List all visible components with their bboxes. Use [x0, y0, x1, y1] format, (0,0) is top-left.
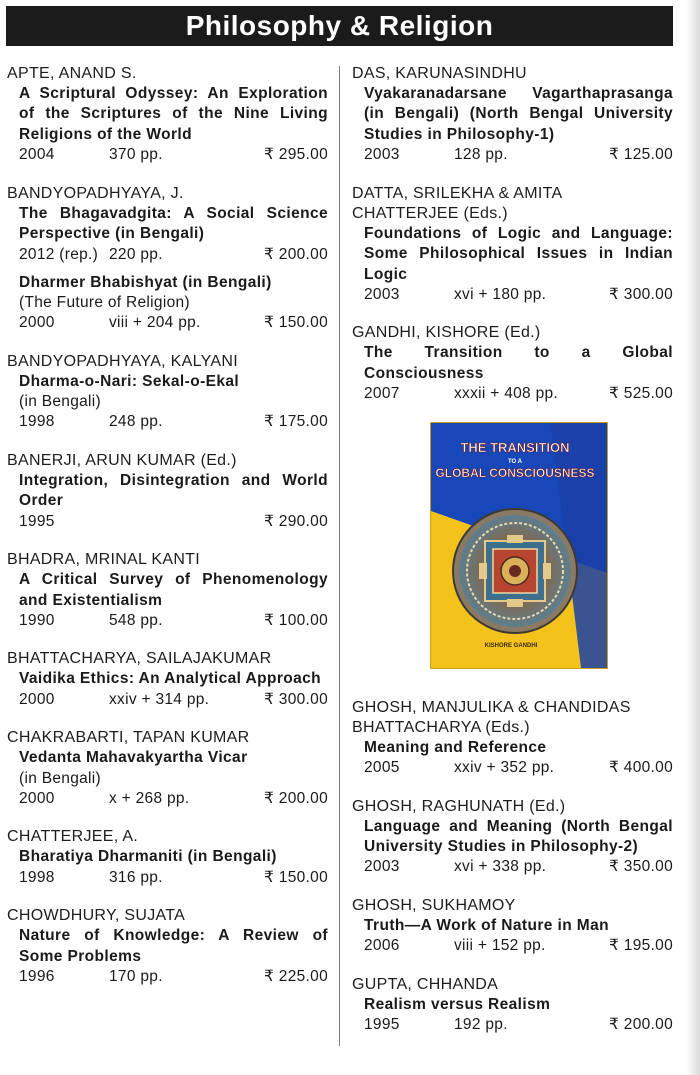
book-price: ₹ 300.00: [609, 285, 673, 303]
book-title: Dharma-o-Nari: Sekal-o-Ekal: [19, 372, 240, 390]
page-count: 192 pp.: [454, 1016, 508, 1034]
book-cover-container: [352, 423, 673, 668]
book-listing: [7, 748, 328, 809]
book-subtitle: (The Future of Religion): [19, 294, 190, 312]
publication-year: 2003: [364, 285, 400, 303]
page-count: xxxii + 408 pp.: [454, 385, 559, 403]
page-count: viii + 152 pp.: [454, 937, 546, 955]
catalog-entry: [7, 649, 328, 710]
catalog-entry: [352, 323, 673, 404]
author-name: GHOSH, MANJULIKA & CHANDIDAS BHATTACHARYA (Eds.): [352, 698, 631, 736]
author-name: BANERJI, ARUN KUMAR (Ed.): [7, 451, 237, 469]
book-meta: [364, 857, 673, 878]
book-listing: [7, 84, 328, 166]
book-price: ₹ 295.00: [264, 146, 328, 164]
book-meta: [364, 936, 673, 957]
publication-year: 1995: [19, 512, 55, 530]
page-count: xvi + 338 pp.: [454, 858, 547, 876]
book-listing: [352, 738, 673, 779]
left-column: [7, 64, 328, 1006]
catalog-entry: [352, 896, 673, 957]
book-meta: [19, 245, 328, 266]
book-price: ₹ 225.00: [264, 968, 328, 985]
publication-year: 2004: [19, 146, 55, 164]
catalog-entry: [352, 184, 673, 306]
cover-title-line-3: GLOBAL CONSCIOUSNESS: [434, 465, 595, 480]
catalog-entry: [352, 797, 673, 878]
publication-year: 1996: [19, 968, 55, 985]
publication-year: 2003: [364, 146, 400, 164]
book-meta: [364, 285, 673, 306]
book-meta: [19, 412, 328, 433]
book-price: ₹ 150.00: [264, 868, 328, 886]
page-count: [109, 512, 264, 533]
page-count: xvi + 180 pp.: [454, 285, 547, 303]
book-price: ₹ 400.00: [609, 759, 673, 777]
page-count: 220 pp.: [109, 245, 163, 263]
book-listing: [7, 372, 328, 433]
book-listing: [7, 204, 328, 265]
author-name: BHATTACHARYA, SAILAJAKUMAR: [7, 650, 272, 668]
book-meta: [364, 384, 673, 405]
book-price: ₹ 200.00: [264, 789, 328, 807]
author-name: DAS, KARUNASINDHU: [352, 65, 527, 82]
catalog-entry: [7, 550, 328, 631]
book-meta: [19, 868, 328, 889]
catalog-entry: [7, 184, 328, 334]
page-count: 370 pp.: [109, 146, 163, 164]
page-count: 128 pp.: [454, 146, 508, 164]
publication-year: 2005: [364, 759, 400, 777]
catalog-entry: [7, 728, 328, 809]
page-count: 316 pp.: [109, 868, 163, 886]
book-meta: [19, 145, 328, 166]
book-cover-image: [431, 423, 607, 668]
book-listing: [352, 817, 673, 878]
catalog-entry: [7, 64, 328, 166]
book-title: Vedanta Mahavakyartha Vicar: [19, 749, 248, 767]
book-title: Truth—A Work of Nature in Man: [364, 916, 609, 934]
publication-year: 2000: [19, 789, 55, 807]
author-name: CHATTERJEE, A.: [7, 828, 139, 846]
book-title: Integration, Disintegration and World Order: [19, 471, 328, 510]
book-title: A Scriptural Odyssey: An Exploration of the Scriptures of the Nine Living Religions of the World: [19, 85, 328, 143]
book-price: ₹ 200.00: [264, 245, 328, 263]
section-title: Philosophy & Religion: [185, 10, 494, 41]
right-column: [352, 64, 673, 1054]
book-listing: [7, 471, 328, 532]
book-cover-art: [431, 423, 607, 668]
book-listing: [352, 84, 673, 166]
book-meta: [19, 611, 328, 632]
catalog-entry: [7, 827, 328, 888]
book-title: The Bhagavadgita: A Social Science Perspective (in Bengali): [19, 204, 328, 243]
publication-year: 1998: [19, 413, 55, 431]
publication-year: 2000: [19, 690, 55, 708]
author-name: BANDYOPADHYAYA, J.: [7, 184, 184, 202]
page-count: x + 268 pp.: [109, 789, 190, 807]
author-name: GANDHI, KISHORE (Ed.): [352, 324, 541, 342]
book-listing: [7, 273, 328, 334]
cover-title-line-1: THE TRANSITION: [459, 439, 570, 455]
page-count: 548 pp.: [109, 611, 163, 629]
book-price: ₹ 125.00: [609, 146, 673, 164]
author-name: APTE, ANAND S.: [7, 65, 137, 82]
book-listing: [352, 916, 673, 957]
page-count: xxiv + 352 pp.: [454, 759, 555, 777]
book-price: ₹ 150.00: [264, 314, 328, 332]
book-price: ₹ 350.00: [609, 858, 673, 876]
publication-year: 2012 (rep.): [19, 245, 99, 263]
book-subtitle: (in Bengali): [19, 393, 102, 411]
book-listing: [7, 847, 328, 888]
book-listing: [352, 995, 673, 1036]
right-column-bottom-entries: [352, 698, 673, 1036]
book-title: Meaning and Reference: [364, 738, 547, 756]
book-subtitle: (in Bengali): [19, 769, 102, 787]
book-meta: [364, 758, 673, 779]
catalog-entry: [352, 975, 673, 1036]
book-meta: [19, 512, 328, 533]
book-meta: [19, 789, 328, 810]
book-title: Bharatiya Dharmaniti (in Bengali): [19, 848, 277, 866]
author-name: GUPTA, CHHANDA: [352, 975, 499, 993]
author-name: CHOWDHURY, SUJATA: [7, 907, 186, 925]
book-title: A Critical Survey of Phenomenology and Existentialism: [19, 571, 328, 609]
catalog-entry: [352, 698, 673, 779]
book-meta: [19, 690, 328, 711]
catalog-entry: [7, 451, 328, 532]
book-listing: [7, 570, 328, 631]
author-name: GHOSH, SUKHAMOY: [352, 896, 516, 914]
page-count: xxiv + 314 pp.: [109, 690, 210, 708]
book-meta: [364, 145, 673, 166]
catalog-entry: [7, 906, 328, 987]
cover-title-line-2: TO A: [507, 458, 522, 465]
book-meta: [19, 313, 328, 334]
book-title: Dharmer Bhabishyat (in Bengali): [19, 274, 272, 292]
book-title: Language and Meaning (North Bengal University Studies in Philosophy-2): [364, 817, 673, 856]
book-price: ₹ 200.00: [609, 1016, 673, 1034]
book-price: ₹ 175.00: [264, 413, 328, 431]
book-title: Nature of Knowledge: A Review of Some Problems: [19, 927, 328, 965]
book-meta: [19, 967, 328, 988]
right-column-top-entries: [352, 64, 673, 405]
book-listing: [7, 669, 328, 710]
book-title: Vaidika Ethics: An Analytical Approach: [19, 670, 322, 688]
section-header: [6, 6, 673, 46]
book-listing: [352, 224, 673, 306]
book-listing: [352, 343, 673, 404]
publication-year: 2006: [364, 937, 400, 955]
page-count: 170 pp.: [109, 968, 163, 985]
author-name: BANDYOPADHYAYA, KALYANI: [7, 352, 238, 370]
publication-year: 1998: [19, 868, 55, 886]
book-price: ₹ 290.00: [264, 512, 328, 530]
publication-year: 2000: [19, 314, 55, 332]
author-name: BHADRA, MRINAL KANTI: [7, 551, 200, 569]
page-count: 248 pp.: [109, 413, 163, 431]
book-price: ₹ 300.00: [264, 690, 328, 708]
page-edge-shadow: [686, 0, 700, 1075]
cover-author: KISHORE GANDHI: [484, 642, 537, 649]
book-title: The Transition to a Global Consciousness: [364, 344, 673, 382]
author-name: DATTA, SRILEKHA & AMITA CHATTERJEE (Eds.): [352, 184, 562, 222]
publication-year: 1990: [19, 611, 55, 629]
column-divider: [339, 66, 340, 1046]
page-count: viii + 204 pp.: [109, 314, 201, 332]
book-price: ₹ 195.00: [609, 937, 673, 955]
book-title: Foundations of Logic and Language: Some Philosophical Issues in Indian Logic: [364, 224, 673, 283]
catalog-entry: [7, 352, 328, 433]
author-name: GHOSH, RAGHUNATH (Ed.): [352, 797, 566, 815]
catalog-entry: [352, 64, 673, 166]
book-price: ₹ 525.00: [609, 385, 673, 403]
book-title: Realism versus Realism: [364, 995, 551, 1013]
book-title: Vyakaranadarsane Vagarthaprasanga (in Bengali) (North Bengal University Studies in Philosophy-1): [364, 85, 673, 143]
book-listing: [7, 926, 328, 987]
publication-year: 2003: [364, 858, 400, 876]
publication-year: 1995: [364, 1016, 400, 1034]
book-meta: [364, 1015, 673, 1036]
publication-year: 2007: [364, 385, 400, 403]
book-price: ₹ 100.00: [264, 611, 328, 629]
author-name: CHAKRABARTI, TAPAN KUMAR: [7, 729, 250, 747]
